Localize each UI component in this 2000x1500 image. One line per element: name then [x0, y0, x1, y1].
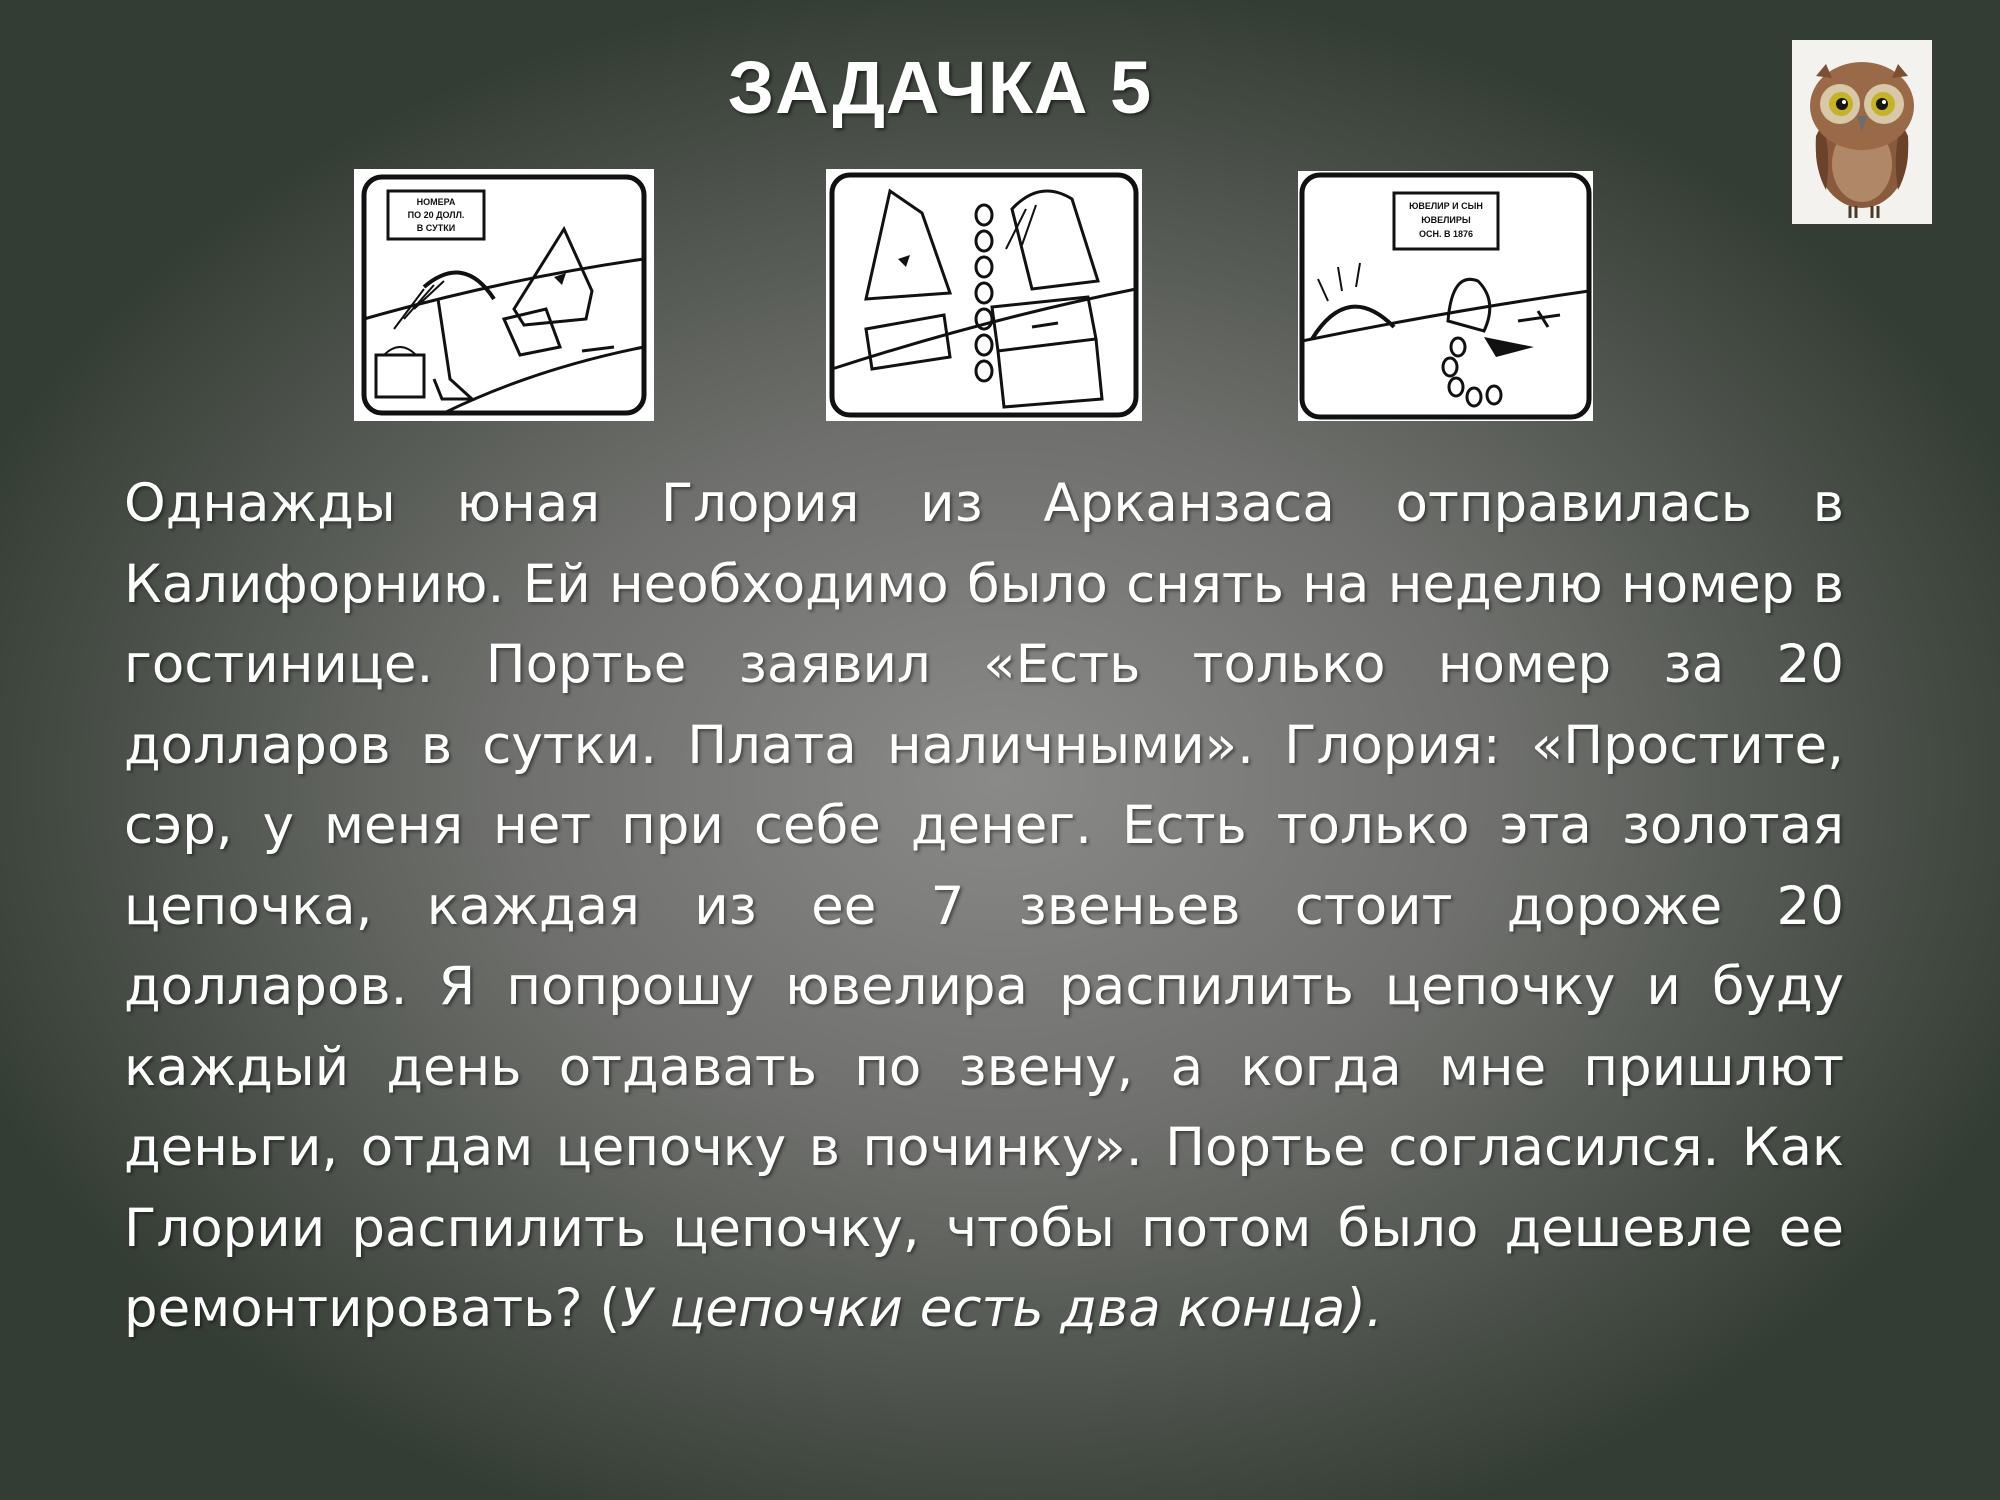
owl-icon	[1792, 40, 1932, 224]
hotel-sign-line-1: НОМЕРА	[416, 197, 456, 207]
hotel-sign-line-2: ПО 20 ДОЛЛ.	[407, 210, 465, 220]
illustration-chain	[826, 169, 1142, 421]
problem-text	[124, 464, 1844, 1350]
jeweler-sign-line-2: ЮВЕЛИРЫ	[1421, 215, 1471, 225]
slide-title: ЗАДАЧКА 5	[727, 46, 1153, 129]
problem-main-text: Однажды юная Глория из Арканзаса отправилась в Калифорнию. Ей необходимо было снять на неделю номер в гостинице. Портье заявил «Есть только номер за 20 долларов в сутки. Плата наличными». Глория: «Простите, сэр, у меня нет при себе денег. Есть только эта золотая цепочка, каждая из ее 7 звеньев стоит дороже 20 долларов. Я попрошу ювелира распилить цепочку и буду каждый день отдавать по звену, а когда мне пришлют деньги, отдам цепочку в починку». Портье согласился. Как Глории распилить цепочку, чтобы потом было дешевле ее ремонтировать? (	[124, 473, 1844, 1339]
illustration-hotel	[354, 169, 654, 421]
jeweler-sign-line-1: ЮВЕЛИР И СЫН	[1409, 201, 1483, 211]
hotel-sign-line-3: В СУТКИ	[416, 223, 456, 233]
jeweler-sign-line-3: ОСН. В 1876	[1418, 229, 1474, 239]
problem-hint: У цепочки есть два конца).	[620, 1278, 1383, 1339]
illustration-jeweler	[1298, 171, 1593, 421]
